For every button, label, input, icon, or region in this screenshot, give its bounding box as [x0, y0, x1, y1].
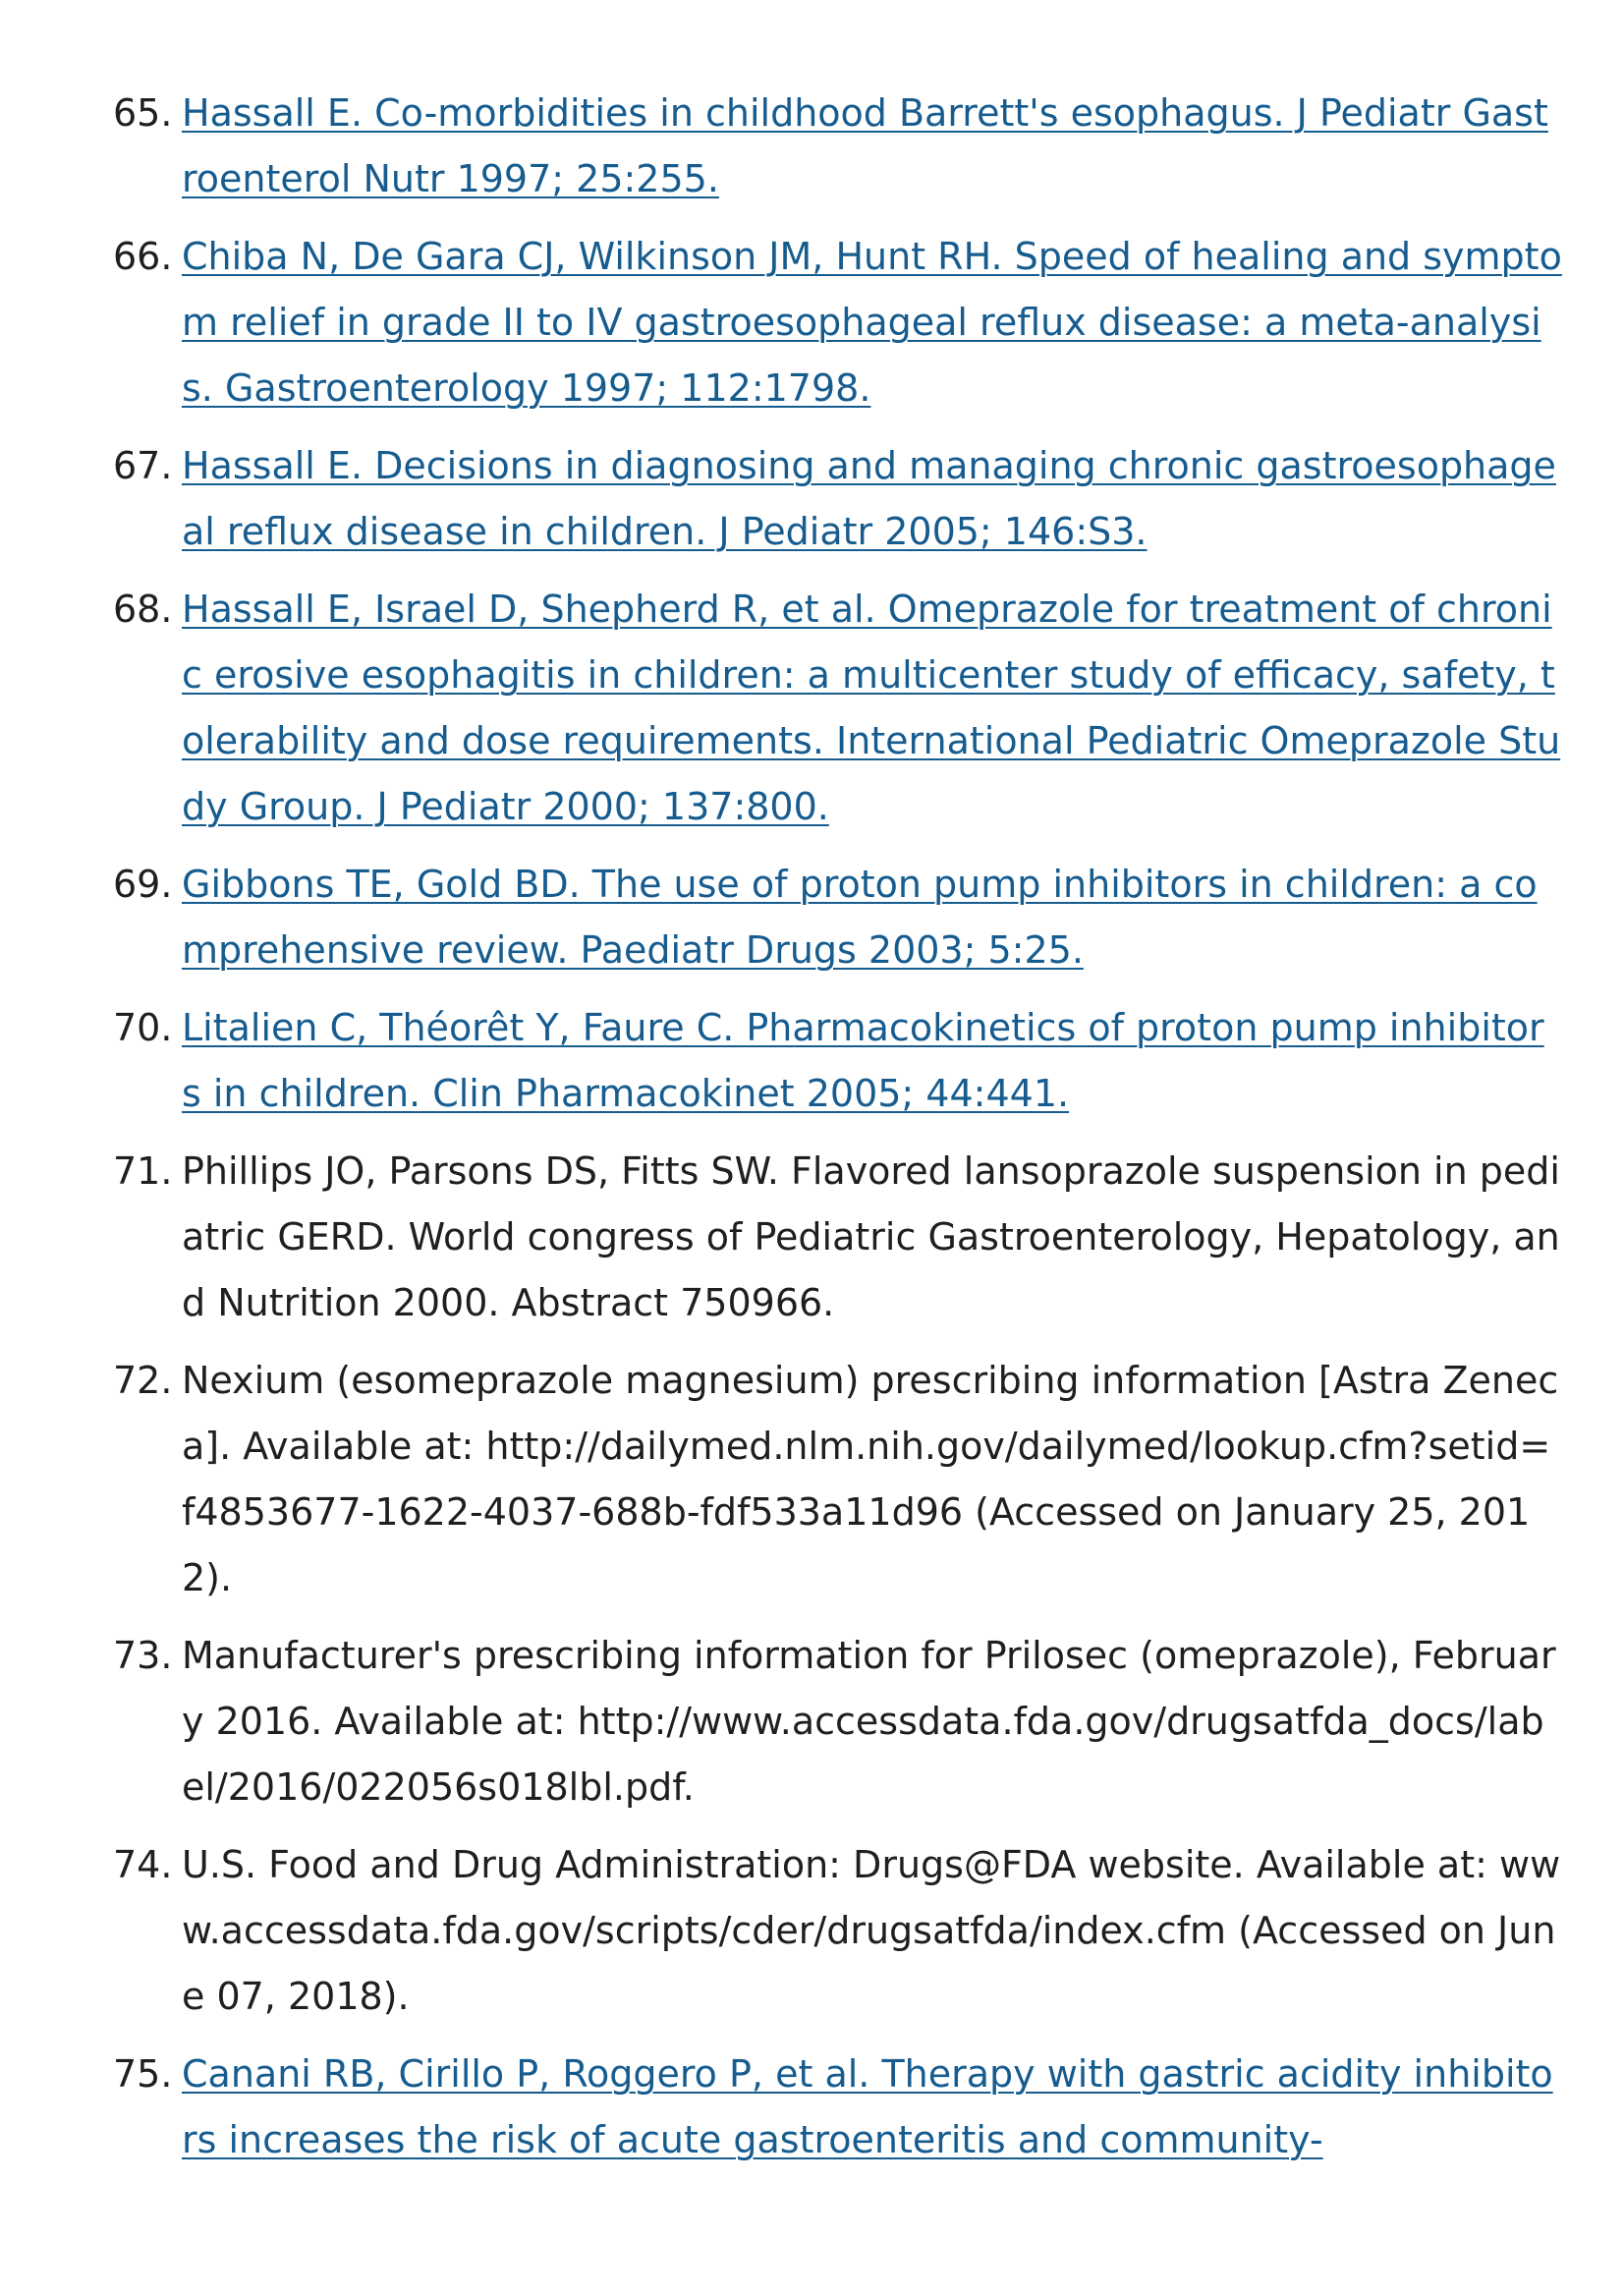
reference-link[interactable]: Litalien C, Théorêt Y, Faure C. Pharmacokinetics of proton pump inhibitors in children. Clin Pharmacokinet 2005; 44:441.: [182, 1006, 1544, 1115]
reference-number: 71.: [113, 1149, 173, 1193]
reference-number: 72.: [113, 1359, 173, 1402]
reference-text: Phillips JO, Parsons DS, Fitts SW. Flavored lansoprazole suspension in pediatric GERD. World congress of Pediatric Gastroenterology, Hepatology, and Nutrition 2000. Abstract 750966.: [182, 1149, 1560, 1324]
reference-list: [0, 81, 1624, 2185]
reference-link[interactable]: Hassall E. Co-morbidities in childhood Barrett's esophagus. J Pediatr Gastroenterol Nutr 1997; 25:255.: [182, 91, 1548, 200]
reference-number: 73.: [113, 1634, 173, 1677]
reference-link[interactable]: Hassall E. Decisions in diagnosing and managing chronic gastroesophageal reflux disease in children. J Pediatr 2005; 146:S3.: [182, 444, 1556, 553]
reference-number: 67.: [113, 444, 173, 487]
reference-text: Manufacturer's prescribing information for Prilosec (omeprazole), February 2016. Available at: http://www.accessdata.fda.gov/drugsatfda_docs/label/2016/022056s018lbl.pdf.: [182, 1634, 1556, 1809]
reference-item[interactable]: [0, 995, 1562, 1127]
reference-number: 65.: [113, 91, 173, 135]
reference-item[interactable]: [0, 577, 1562, 840]
reference-number: 66.: [113, 235, 173, 278]
reference-item[interactable]: [0, 224, 1562, 421]
reference-item[interactable]: [0, 852, 1562, 983]
reference-item: [0, 1623, 1562, 1820]
reference-item[interactable]: [0, 2042, 1562, 2173]
reference-link[interactable]: Gibbons TE, Gold BD. The use of proton pump inhibitors in children: a comprehensive review. Paediatr Drugs 2003; 5:25.: [182, 863, 1538, 972]
reference-link[interactable]: Hassall E, Israel D, Shepherd R, et al. Omeprazole for treatment of chronic erosive esophagitis in children: a multicenter study of efficacy, safety, tolerability and dose requirements. International Pediatric Omeprazole Study Group. J Pediatr 2000; 137:800.: [182, 588, 1561, 828]
reference-item: [0, 1139, 1562, 1336]
reference-link[interactable]: Canani RB, Cirillo P, Roggero P, et al. Therapy with gastric acidity inhibitors increases the risk of acute gastroenteritis and community-: [182, 2052, 1553, 2161]
reference-number: 70.: [113, 1006, 173, 1049]
reference-number: 68.: [113, 588, 173, 631]
reference-number: 69.: [113, 863, 173, 906]
reference-item: [0, 1348, 1562, 1611]
reference-link[interactable]: Chiba N, De Gara CJ, Wilkinson JM, Hunt RH. Speed of healing and symptom relief in grade II to IV gastroesophageal reflux disease: a meta-analysis. Gastroenterology 1997; 112:1798.: [182, 235, 1562, 410]
reference-text: Nexium (esomeprazole magnesium) prescribing information [Astra Zeneca]. Available at: http://dailymed.nlm.nih.gov/dailymed/lookup.cfm?setid=f4853677-1622-4037-688b-fdf533a11d96 (Accessed on January 25, 2012).: [182, 1359, 1559, 1599]
reference-item: [0, 1832, 1562, 2030]
reference-item[interactable]: [0, 433, 1562, 565]
reference-item[interactable]: [0, 81, 1562, 212]
reference-number: 74.: [113, 1843, 173, 1886]
reference-text: U.S. Food and Drug Administration: Drugs@FDA website. Available at: www.accessdata.fda.gov/scripts/cder/drugsatfda/index.cfm (Accessed on June 07, 2018).: [182, 1843, 1561, 2018]
reference-number: 75.: [113, 2052, 173, 2096]
